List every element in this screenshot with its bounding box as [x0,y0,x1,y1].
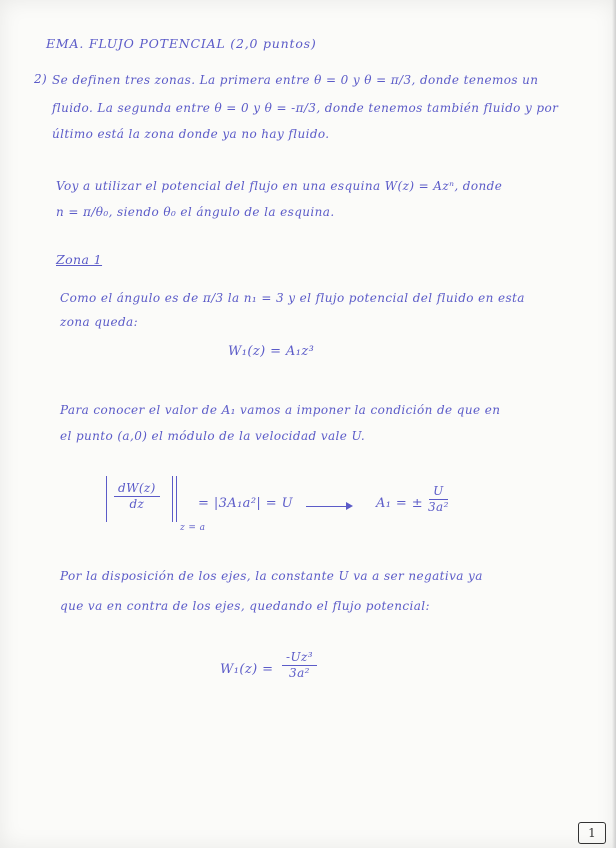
paragraph3-line: Como el ángulo es de π/3 la n₁ = 3 y el flujo potencial del fluido en esta [60,291,525,305]
paragraph1-line: Se definen tres zonas. La primera entre θ = 0 y θ = π/3, donde tenemos un [52,73,539,87]
evaluation-subscript: z = a [180,523,206,533]
result-a1-prefix: A₁ = ± [376,496,424,511]
implies-arrow-line [306,506,350,507]
page-title: EMA. FLUJO POTENCIAL (2,0 puntos) [46,36,317,51]
final-denominator: 3a² [289,666,310,680]
formula-potential-w1: W₁(z) = A₁z³ [228,344,315,359]
paragraph3-line: zona queda: [60,315,139,329]
paragraph2-line: n = π/θ₀, siendo θ₀ el ángulo de la esquina. [56,205,335,219]
implies-arrow-icon [346,502,353,510]
paragraph2-line: Voy a utilizar el potencial del flujo en una esquina W(z) = Azⁿ, donde [56,179,503,193]
paragraph1-line: último está la zona donde ya no hay fluido. [52,127,330,141]
final-potential-fraction [282,650,317,681]
result-denominator: 3a² [428,500,449,514]
result-numerator: U [429,484,448,500]
page-number: 1 [578,822,606,844]
abs-bar-right-outer [176,476,177,522]
paragraph4-line: el punto (a,0) el módulo de la velocidad vale U. [60,429,366,443]
paragraph5-line: que va en contra de los ejes, quedando el flujo potencial: [60,599,430,613]
derivative-fraction [114,481,160,512]
problem-number: 2) [34,72,48,86]
final-potential-prefix: W₁(z) = [220,662,274,677]
final-numerator: -Uz³ [282,650,317,666]
paragraph4-line: Para conocer el valor de A₁ vamos a imponer la condición de que en [60,403,501,417]
derivative-numerator: dW(z) [114,481,160,497]
paragraph5-line: Por la disposición de los ejes, la constante U va a ser negativa ya [60,569,483,583]
paragraph1-line: fluido. La segunda entre θ = 0 y θ = -π/3, donde tenemos también fluido y por [52,101,559,115]
section-heading: Zona 1 [56,252,103,267]
result-a1-fraction [424,484,453,515]
abs-bar-right [172,476,173,522]
velocity-condition: = |3A₁a²| = U [198,496,293,511]
derivative-denominator: dz [129,497,145,511]
abs-bar-left [106,476,107,522]
page-edge-shadow [612,0,616,848]
